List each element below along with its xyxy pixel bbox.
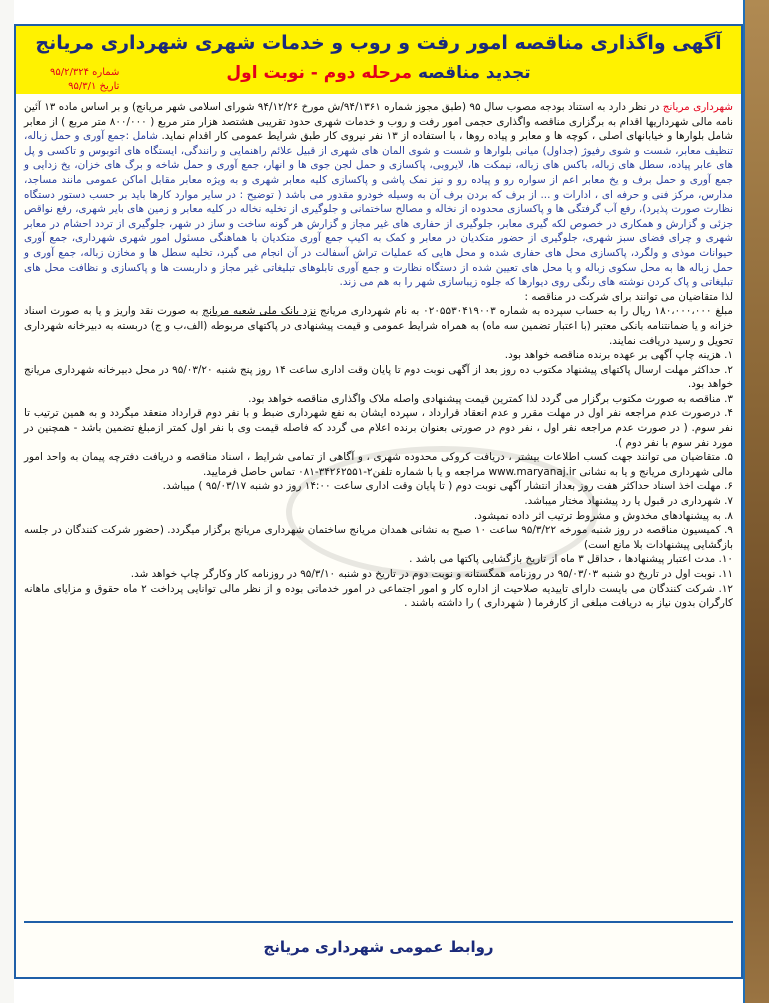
list-item: ۱۱. نوبت اول در تاریخ دو شنبه ۹۵/۰۳/۰۳ در روزنامه همگستانه و نوبت دوم در تاریخ دو شنبه ۹۵/۳/۱۰ در روزنامه کار وکارگر چاپ خواهد شد. [130, 568, 733, 580]
ad-subtitle [16, 63, 741, 83]
municipality-name: شهرداری مریانج [662, 101, 733, 113]
intro-paragraph [24, 100, 733, 290]
list-item: ۱۲. شرکت کنندگان می بایست دارای تاییدیه صلاحیت از اداره کار و امور اجتماعی در امور خدماتی بوده و از نظر مالی توانایی پرداخت ۲ ماه حقوق و مزایای ماهانه کارگران بدون نیاز به دریافت مبلغی از کارفرما ( شهرداری ) را داشته باشند . [24, 582, 733, 610]
subtitle-stage: مرحله دوم - نوبت اول [226, 63, 413, 83]
reference-date: تاریخ ۹۵/۳/۱ [68, 81, 120, 92]
ad-title: آگهی واگذاری مناقصه امور رفت و روب و خدمات شهری شهرداری مریانج [35, 32, 722, 54]
list-item: ۷. شهرداری در قبول یا رد پیشنهاد مختار میباشد. [524, 495, 733, 508]
subtitle-retender: تجدید مناقصه [417, 63, 531, 83]
conditions-list [24, 348, 733, 611]
deposit-amount: مبلغ ۱۸۰،۰۰۰،۰۰۰ ریال را به حساب سپرده به شماره ۰۲۰۵۵۳۰۴۱۹۰۰۳ به نام شهرداری مریانج [320, 305, 733, 318]
deposit-terms: به صورت نقد واریز و یا به صورت اسناد خزانه و یا ضمانتنامه بانکی معتبر (با اعتبار تضمین سه ماه) به همراه شرایط عمومی و قیمت پیشنهادی در پاکتهای مربوطه (الف،ب و ج) دربسته به دبیرخانه شهرداری تحویل و رسید دریافت نمایند. [24, 305, 733, 347]
list-item: ۸. به پیشنهادهای مخدوش و مشروط ترتیب اثر داده نمیشود. [473, 509, 733, 522]
list-item: ۹. کمیسیون مناقصه در روز شنبه مورخه ۹۵/۳/۲۲ ساعت ۱۰ صبح به نشانی همدان مریانج ساختمان شهرداری مریانج برگزار میگردد. (حضور شرکت کنندگان در جلسه بازگشایی پیشنهادات بلا مانع است) [24, 524, 733, 551]
deposit-bank: نزد بانک ملی شعبه مریانج [202, 305, 317, 318]
left-margin [0, 0, 14, 1003]
scope-text: شامل :جمع آوری و حمل زباله، تنظیف معابر، شست و شوی رفیوژ (جداول) میانی بلوارها و شست و شوی المان های شهری از قبیل علائم راهنمایی و رانندگی، ایستگاه های اتوبوس و تاکسی و پل های عابر پیاده، سطل های زباله، باکس های زباله، نیمکت ها، لایروبی، پاکسازی و حمل لجن جوی ها و انهار، جمع آوری و حمل شاخه و برگ های خزان، یخ زدایی و جمع آوری و حمل برف و یخ معابر اعم از سواره رو و پیاده رو و نیز نمک پاشی و پاکسازی کلیه معابر شهری و به ویژه معابر مقابل اماکن عمومی مانند مساجد، مدارس، مرکز فنی و حرفه ای ، ادارات و ... از برف که بردن برف آن به وسیله خودرو مقدور می باشد ( توضیح : در سایر موارد کارها باید بر حسب دستور دستگاه نظارت صورت پذیرد)، رفع آب گرفتگی ها و پاکسازی محدوده از نخاله و مصالح ساختمانی و جلوگیری از تخلیه نخاله در کلیه معابر و زمین های بایر شهری، رفع نواقص جزئی و گزارش و همکاری در خصوص لکه گیری معابر، جلوگیری از حفاری های غیر مجاز و گزارش هر گونه ساخت و ساز در شهر، جلوگیری از تردد احشام در معابر شهری و چرای فضای سبز شهری، جلوگیری از حضور متکدیان در معابر و کمک به اکیپ جمع آوری متکدیان با هماهنگی مسئول امور شهری شهرداری، جمع آوری حیوانات موذی و ولگرد، پاکسازی محل های حفاری شده و محل هایی که عملیات تراش آسفالت در آن انجام می گیرد، تخلیه سطل ها و مخازن زباله، جمع آوری و حمل زباله ها به محل سکوی زباله و یا محل های تعیین شده از دستگاه نظارت و جمع آوری تابلوهای تبلیغاتی غیر مجاز و داربست ها و پاکسازی و نظافت محل های تبلیغاتی و پاک کردن نوشته های رنگی روی دیوارها که جلوه زیباسازی شهر را به هم می زند. [24, 130, 733, 289]
ad-header [16, 26, 741, 94]
deposit-paragraph [24, 304, 733, 348]
intro-text: در نظر دارد به استناد بودجه مصوب سال ۹۵ (طبق مجوز شماره ۹۴/۱۳۶۱/ش مورخ ۹۴/۱۲/۲۶ شورای اسلامی شهر مریانج) و بر اساس ماده ۱۳ آئین نامه مالی شهرداریها اقدام به برگزاری مناقصه واگذاری حجمی امور رفت و روب و خدمات شهری حدود تقریبی هشتصد هزار متر مربع ( ۸۰۰/۰۰۰ متر مربع ) از معابر شامل بلوارها و خیابانهای اصلی ، کوچه ها و معابر و پیاده روها ، با استفاده از ۱۳ نفر نیروی کار طبق شرایط عمومی کار اقدام نماید. [24, 101, 733, 143]
list-item: ۳. مناقصه به صورت مکتوب برگزار می گردد لذا کمترین قیمت پیشنهادی واصله ملاک واگذاری مناقصه خواهد بود. [248, 392, 733, 405]
right-edge-photo-strip [745, 0, 769, 1003]
ad-reference [50, 66, 119, 94]
public-relations-signature: روابط عمومی شهرداری مریانج [263, 938, 494, 956]
list-item: ۱. هزینه چاپ آگهی بر عهده برنده مناقصه خواهد بود. [504, 349, 733, 362]
invite-line: لذا متقاضیان می توانند برای شرکت در مناقصه : [524, 290, 733, 303]
list-item: ۲. حداکثر مهلت ارسال پاکتهای پیشنهاد مکتوب ده روز بعد از آگهی نوبت دوم تا پایان وقت اداری ساعت ۱۴ روز پنج شنبه ۹۵/۰۳/۲۰ در محل دبیرخانه شهرداری مریانج خواهد بود. [24, 363, 733, 391]
footer-divider [24, 921, 733, 923]
list-item: ۴. درصورت عدم مراجعه نفر اول در مهلت مقرر و عدم انعقاد قرارداد ، سپرده ایشان به نفع شهرداری ضبط و با نفر دوم قرارداد منعقد میگردد و به همین ترتیب تا نفر سوم. ( در صورت عدم مراجعه نفر اول ، نفر دوم در صورتی بعنوان برنده اعلام می گردد که فاصله قیمت وی با نفر اول کمتر ازمبلغ تضمین باشد - همچنین در مورد نفر سوم با نفر دوم ). [24, 407, 733, 449]
ad-body [24, 100, 733, 917]
list-item: ۶. مهلت اخذ اسناد حداکثر هفت روز بعداز انتشار آگهی نوبت دوم ( تا پایان وقت اداری ساعت ۱۴:۰۰ روز دو شنبه ۹۵/۰۳/۱۷ ) میباشد. [162, 480, 733, 493]
tender-advertisement [14, 24, 743, 979]
list-item: ۵. متقاضیان می توانند جهت کسب اطلاعات بیشتر ، دریافت کروکی محدوده شهری ، و آگاهی از تمامی شرایط ، اسناد مناقصه و دریافت دفترچه پیمان به واحد امور مالی شهرداری مریانج و یا به نشانی www.maryanaj.ir مراجعه و یا با شماره تلفن۲-۳۴۲۶۲۵۵۱-۰۸۱ تماس حاصل فرمایید. [24, 451, 733, 478]
reference-number: شماره ۹۵/۲/۳۲۴ [50, 67, 120, 78]
list-item: ۱۰. مدت اعتبار پیشنهادها ، حداقل ۳ ماه از تاریخ بازگشایی پاکتها می باشد . [409, 553, 733, 566]
